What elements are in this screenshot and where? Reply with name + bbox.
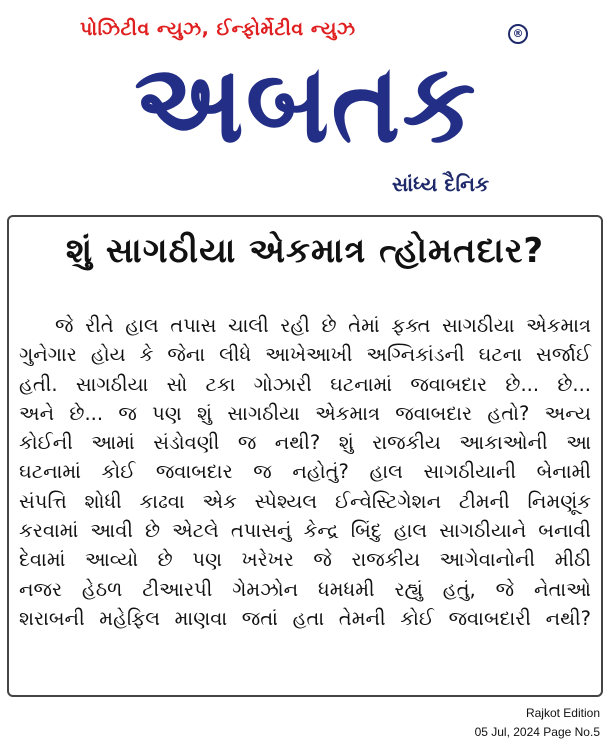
article-body [19, 311, 591, 633]
article-line: નજર હેઠળ ટીઆરપી ગેમઝોન ધમધમી રહ્યું હતું, જે નેતાઓ [19, 577, 591, 601]
article-line: જે રીતે હાલ તપાસ ચાલી રહી છે તેમાં ફક્ત સાગઠીયા એકમાત્ર [55, 314, 591, 337]
newspaper-logo [82, 38, 530, 168]
article-line: ગુનેગાર હોય કે જેના લીધે આખેઆખી અગ્નિકાંડની ઘટના સર્જાઈ [19, 343, 591, 367]
registered-mark: ® [508, 24, 528, 44]
tagline: પોઝિટીવ ન્યુઝ, ઈન્ફોર્મેટીવ ન્યુઝ [80, 18, 356, 40]
article-line: દેવામાં આવ્યો છે પણ ખરેખર જે રાજકીય આગેવાનોની મીઠી [19, 548, 591, 572]
article-line: કરવામાં આવી છે એટલે તપાસનું કેન્દ્ર બિંદુ હાલ સાગઠીયાને બનાવી [19, 519, 591, 543]
logo-text: અબતક [134, 38, 478, 168]
article-headline: શું સાગઠીયા એકમાત્ર ત્હોમતદાર? [65, 231, 545, 271]
page-footer [475, 704, 600, 742]
masthead-subtitle: સાંધ્ય દૈનિક [392, 172, 490, 196]
article-line: કોઈની આમાં સંડોવણી જ નથી? શું રાજકીય આકાઓની આ [19, 431, 591, 455]
article-line: હતી. સાગઠીયા સો ટકા ગોઝારી ઘટનામાં જવાબદાર છે... છે... [19, 372, 591, 396]
article-line: ઘટનામાં કોઈ જવાબદાર જ નહોતું? હાલ સાગઠીયાની બેનામી [19, 460, 591, 484]
article-line: સંપત્તિ શોધી કાઢવા એક સ્પેશ્યલ ઈન્વેસ્ટિગેશન ટીમની નિમણૂંક [19, 489, 591, 513]
date-page-label: 05 Jul, 2024 Page No.5 [474, 725, 600, 739]
article-box [7, 215, 603, 697]
article-line: અને છે... જ પણ શું સાગઠીયા એકમાત્ર જવાબદાર હતો? અન્ય [19, 401, 591, 425]
masthead [0, 0, 610, 205]
edition-label: Rajkot Edition [525, 706, 600, 720]
article-line: શરાબની મહેફિલ માણવા જતાં હતા તેમની કોઈ જવાબદારી નથી? [19, 606, 591, 630]
